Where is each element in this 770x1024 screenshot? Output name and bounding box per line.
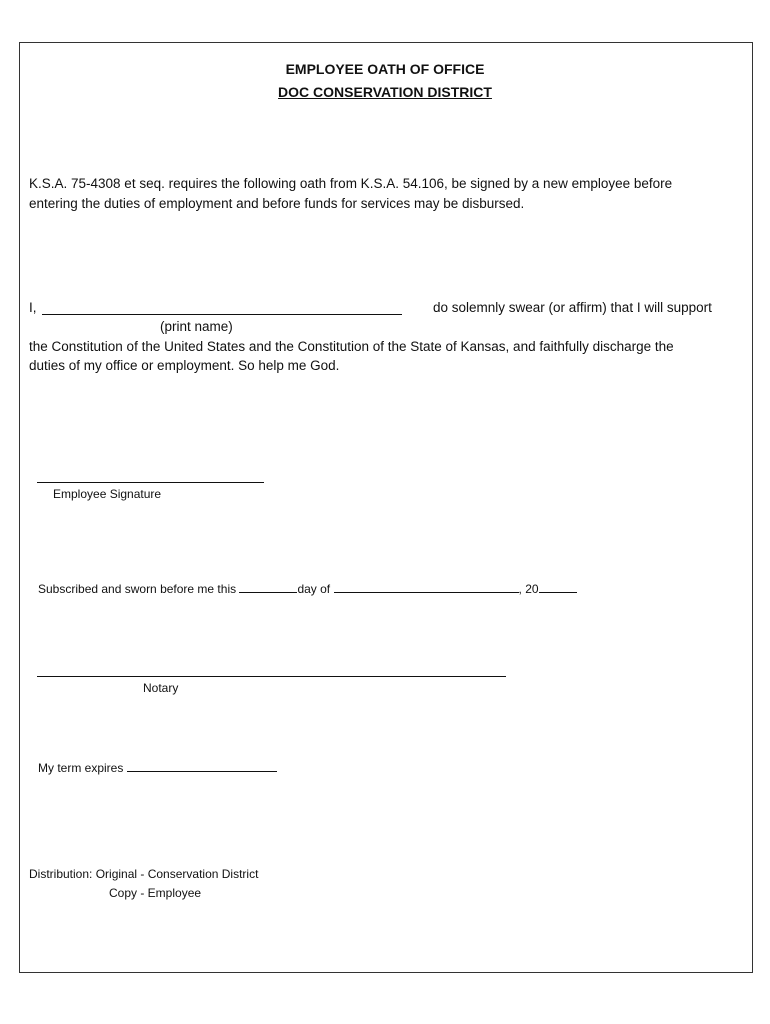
comma-text: ,: [518, 582, 522, 596]
term-expires-field[interactable]: [127, 759, 277, 772]
day-of-label: day of: [297, 582, 331, 596]
intro-line-2: entering the duties of employment and before funds for services may be disbursed.: [29, 196, 525, 211]
year-prefix: 20: [525, 582, 539, 596]
employee-signature-label: Employee Signature: [53, 487, 162, 501]
year-field[interactable]: [539, 580, 577, 593]
distribution-line-2: Copy - Employee: [109, 886, 202, 900]
employee-signature-line[interactable]: [37, 482, 264, 483]
notary-label: Notary: [143, 681, 179, 695]
distribution-line-1: Distribution: Original - Conservation District: [29, 867, 259, 881]
term-expires-line: [38, 759, 277, 775]
intro-line-1: K.S.A. 75-4308 et seq. requires the following oath from K.S.A. 54.106, be signed by a new employee before: [29, 176, 673, 191]
notary-signature-line[interactable]: [37, 676, 506, 677]
print-name-field[interactable]: [42, 314, 402, 315]
document-title: EMPLOYEE OATH OF OFFICE: [285, 61, 485, 77]
oath-line-3: duties of my office or employment. So help me God.: [29, 358, 340, 373]
oath-line-2: the Constitution of the United States and the Constitution of the State of Kansas, and faithfully discharge the: [29, 339, 674, 354]
term-expires-label: My term expires: [38, 761, 124, 775]
oath-prefix: I,: [29, 300, 37, 315]
oath-swear-text: do solemnly swear (or affirm) that I will support: [433, 300, 712, 315]
print-name-label: (print name): [160, 319, 233, 334]
month-field[interactable]: [334, 580, 519, 593]
subscribed-prefix: Subscribed and sworn before me this: [38, 582, 237, 596]
day-field[interactable]: [239, 580, 297, 593]
document-subtitle: DOC CONSERVATION DISTRICT: [278, 84, 492, 100]
subscribed-sworn-line: [38, 580, 577, 596]
